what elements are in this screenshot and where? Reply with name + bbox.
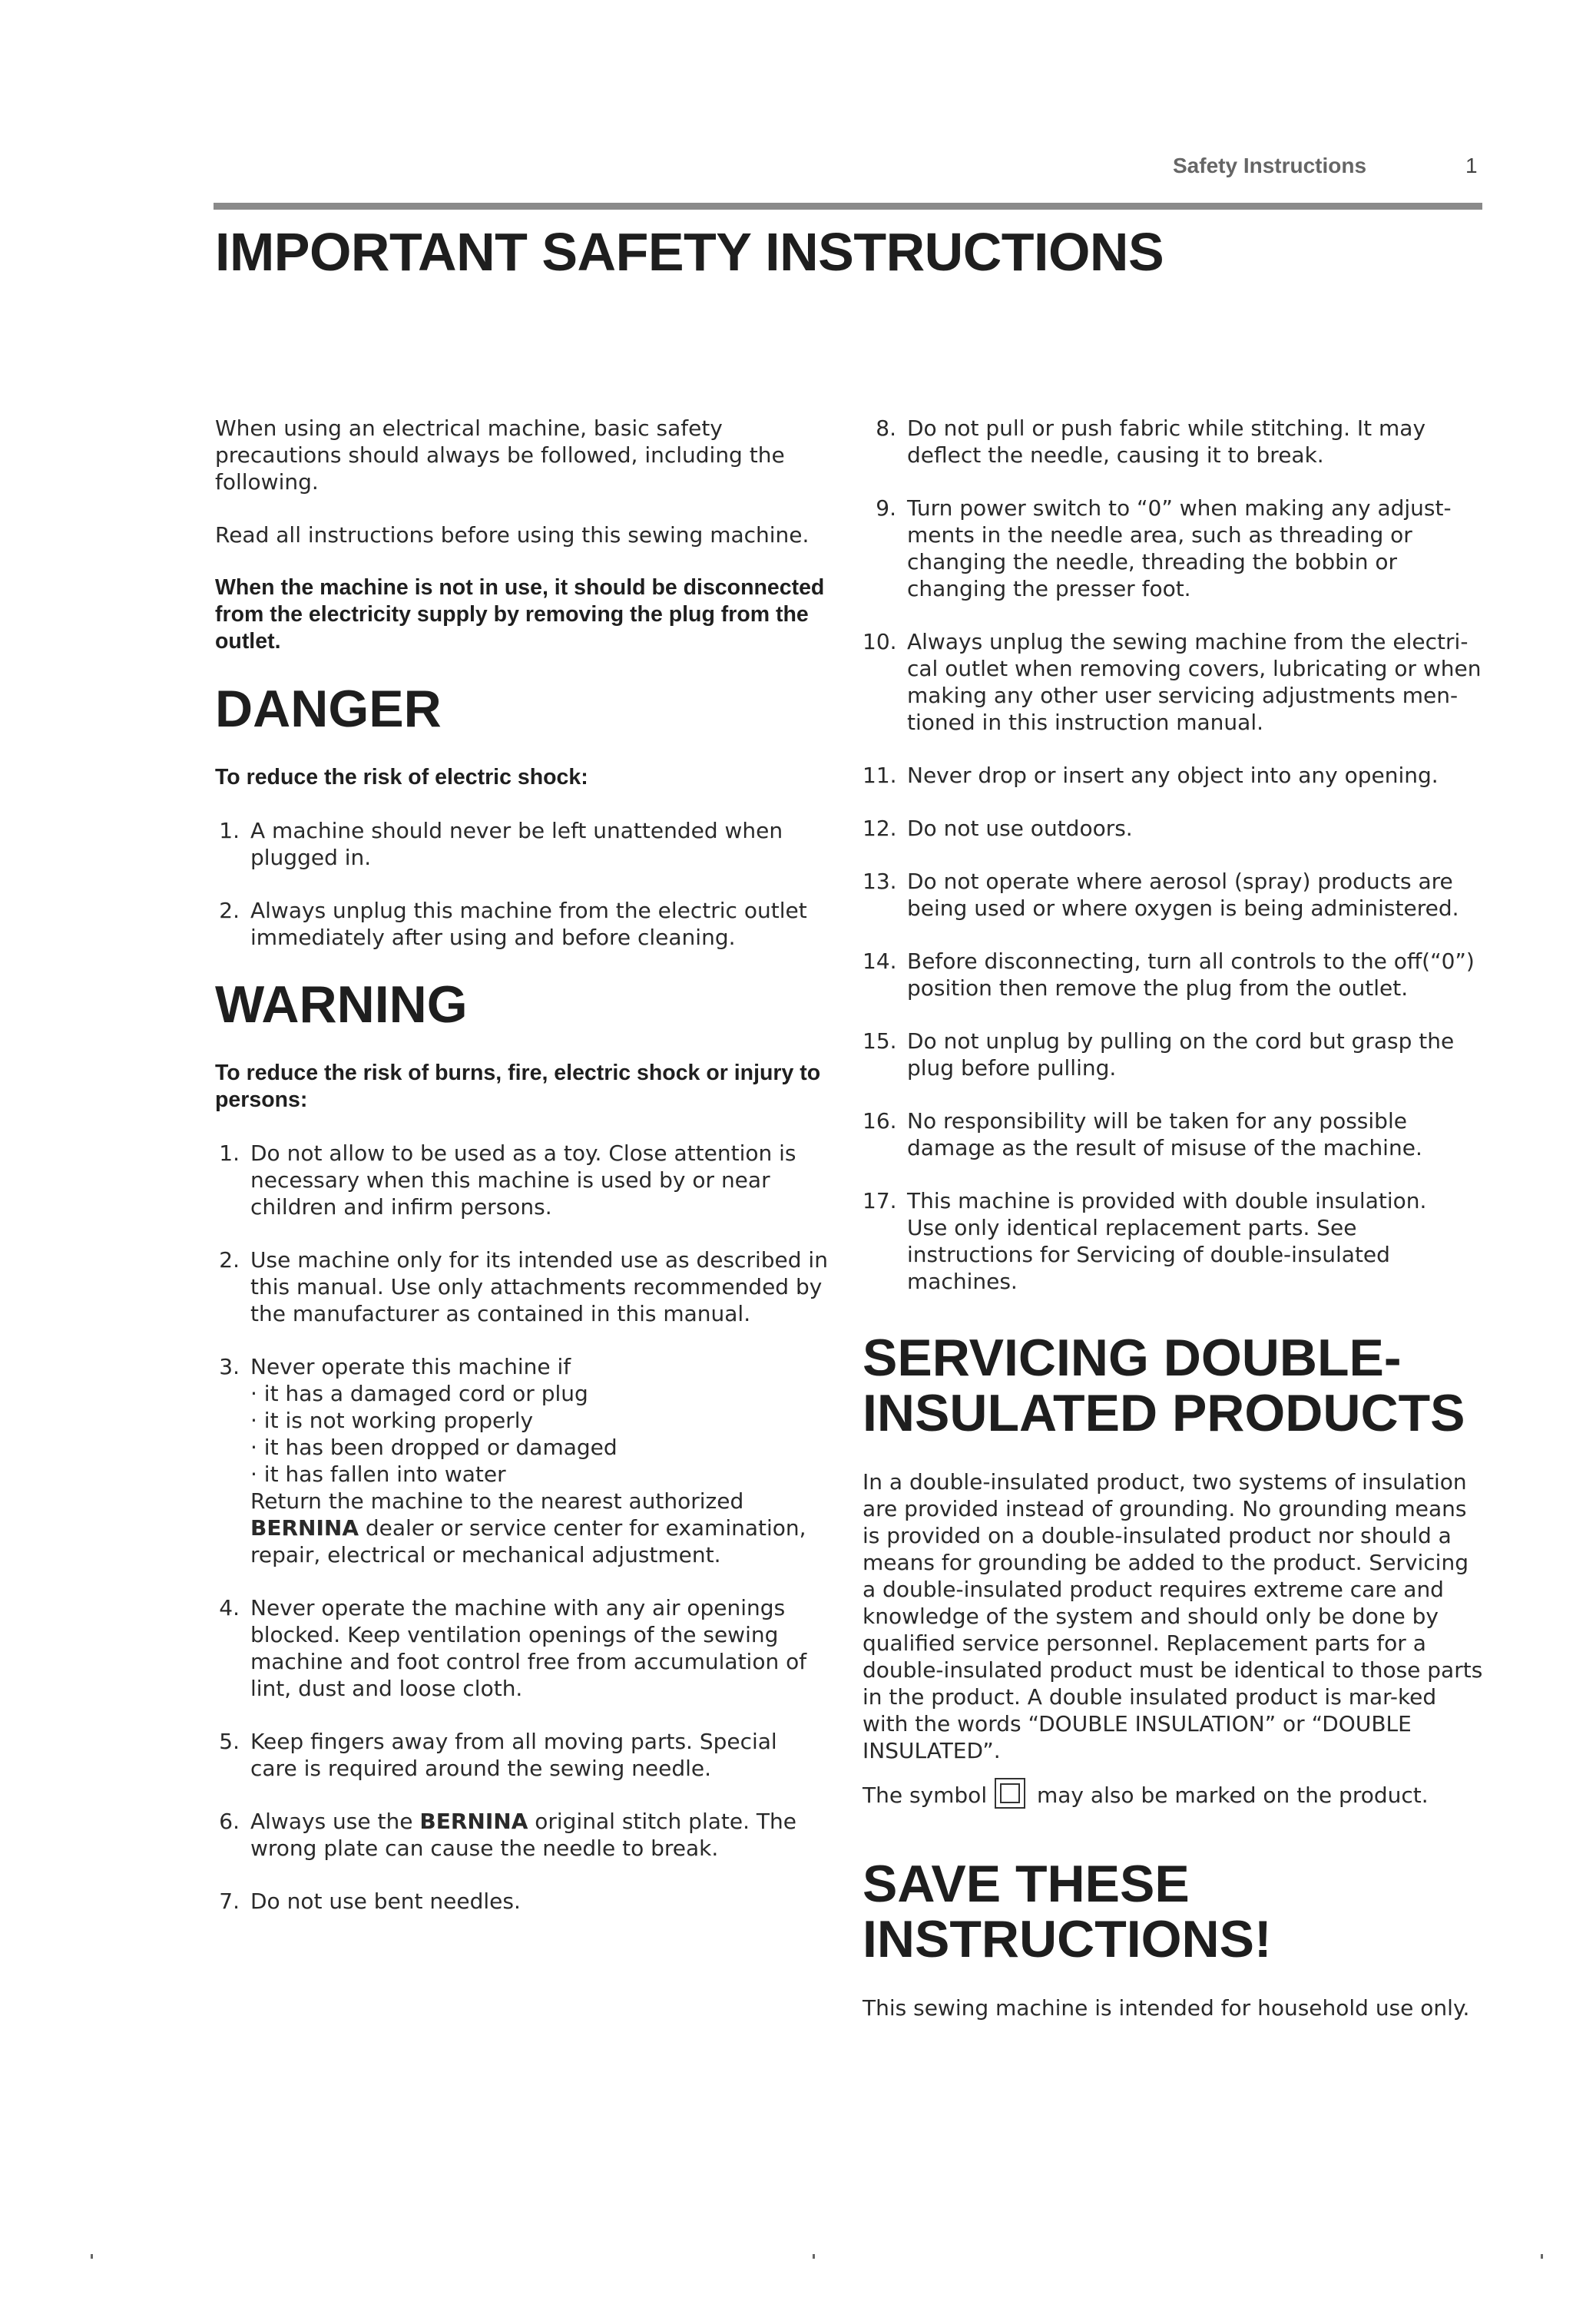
item-text: Always unplug this machine from the electric outlet immediately after using and before cleaning. [250, 898, 807, 950]
save-heading-line: INSTRUCTIONS! [863, 1910, 1272, 1968]
list-item [863, 1187, 1485, 1295]
item-number: 1. [219, 1140, 240, 1166]
servicing-heading [863, 1330, 1485, 1441]
crop-mark [1541, 2254, 1543, 2259]
item-text [907, 1187, 1485, 1295]
save-heading-line: SAVE THESE [863, 1855, 1190, 1913]
double-square-icon [995, 1778, 1025, 1809]
item-number: 1. [219, 818, 240, 843]
servicing-heading-line: INSULATED PRODUCTS [863, 1384, 1465, 1442]
return-line: Return the machine to the nearest authorized [250, 1488, 744, 1514]
intro-paragraph: When using an electrical machine, basic safety precautions should always be followed, including the following. [215, 415, 785, 495]
running-header-section: Safety Instructions [1173, 154, 1367, 177]
item-text: A machine should never be left unattended when plugged in. [250, 818, 783, 870]
brand-name: BERNINA [419, 1809, 528, 1834]
list-item [215, 1353, 829, 1568]
item-number: 8. [876, 415, 896, 441]
list-item [215, 1728, 829, 1782]
item-number: 14. [863, 948, 897, 974]
list-item [215, 1594, 829, 1702]
warning-list [215, 1140, 829, 1915]
brand-name: BERNINA [250, 1515, 359, 1541]
header-rule [214, 203, 1482, 210]
item-number: 9. [876, 495, 896, 521]
item-number: 11. [863, 763, 897, 788]
item-number: 3. [219, 1354, 240, 1379]
danger-heading: DANGER [215, 680, 442, 738]
list-item [863, 1028, 1485, 1081]
save-heading [863, 1856, 1485, 1967]
item-text: Do not pull or push fabric while stitching. It may deflect the needle, causing it to break. [907, 415, 1426, 468]
item-text: No responsibility will be taken for any possible damage as the result of misuse of the machine. [907, 1108, 1422, 1160]
list-item [863, 948, 1485, 1001]
item-text: Do not use bent needles. [250, 1889, 521, 1914]
return-detail-text: dealer or service center for examination, repair, electrical or mechanical adjustment. [250, 1515, 806, 1567]
item-number: 12. [863, 816, 897, 841]
symbol-note [863, 1781, 1485, 1812]
item-text: Do not unplug by pulling on the cord but grasp the plug before pulling. [907, 1028, 1455, 1081]
page-title: IMPORTANT SAFETY INSTRUCTIONS [215, 222, 1164, 282]
item-text: Never drop or insert any object into any opening. [907, 763, 1439, 788]
item-text [250, 1808, 829, 1862]
item-number: 4. [219, 1595, 240, 1620]
item-text [250, 1353, 829, 1568]
item-number: 15. [863, 1028, 897, 1054]
list-item [863, 628, 1485, 736]
danger-lead: To reduce the risk of electric shock: [215, 765, 588, 790]
item-line: This machine is provided with double insulation. [907, 1188, 1427, 1213]
list-item [215, 1888, 829, 1915]
item-text: Do not allow to be used as a toy. Close attention is necessary when this machine is used by or near children and infirm persons. [250, 1140, 796, 1220]
list-item [863, 1107, 1485, 1161]
danger-list [215, 817, 829, 951]
servicing-body: In a double-insulated product, two systems of insulation are provided instead of grounding. No grounding means is provided on a double-insulated product nor should a means for grounding be added to the product. Servicing a double-insulated product requires extreme care and knowledge of the system and should only be done by qualified service personnel. Replacement parts for a double-insulated product must be identical to those parts in the product. A double insulated product is mar-ked with the words “DOUBLE INSULATION” or “DOUBLE INSULATED”. [863, 1469, 1483, 1763]
list-item [863, 868, 1485, 922]
item-intro: Never operate this machine if [250, 1354, 571, 1379]
return-detail [250, 1514, 829, 1568]
item-number: 2. [219, 898, 240, 923]
item-text: Keep fingers away from all moving parts. Special care is required around the sewing needle. [250, 1729, 777, 1781]
item-text: Use machine only for its intended use as described in this manual. Use only attachments recommended by the manufacturer as contained in this manual. [250, 1247, 828, 1326]
condition-bullet: · it has fallen into water [250, 1462, 506, 1487]
item-text-pre: Always use the [250, 1809, 420, 1834]
servicing-heading-line: SERVICING DOUBLE- [863, 1329, 1402, 1387]
item-number: 2. [219, 1247, 240, 1273]
list-item [863, 415, 1485, 468]
symbol-note-pre: The symbol [863, 1783, 988, 1808]
item-number: 16. [863, 1108, 897, 1134]
item-line: Use only identical replacement parts. See instructions for Servicing of double-insulated machines. [907, 1215, 1390, 1294]
item-text: Do not operate where aerosol (spray) products are being used or where oxygen is being administered. [907, 869, 1459, 921]
warning-lead: To reduce the risk of burns, fire, electric shock or injury to persons: [215, 1061, 821, 1112]
condition-bullet: · it is not working properly [250, 1408, 534, 1433]
left-column [215, 415, 829, 1941]
list-item [215, 1808, 829, 1862]
page-number: 1 [1465, 154, 1478, 177]
symbol-note-post: may also be marked on the product. [1037, 1783, 1429, 1808]
household-note: This sewing machine is intended for household use only. [863, 1995, 1470, 2021]
condition-bullet: · it has been dropped or damaged [250, 1435, 618, 1460]
item-number: 17. [863, 1188, 897, 1213]
item-text: Turn power switch to “0” when making any adjust-ments in the needle area, such as threading or changing the needle, threading the bobbin or changing the presser foot. [907, 495, 1452, 601]
crop-mark [91, 2254, 93, 2259]
list-item [215, 1246, 829, 1327]
continued-list [863, 415, 1485, 1295]
item-text: Never operate the machine with any air openings blocked. Keep ventilation openings of the sewing machine and foot control free from accumulation of lint, dust and loose cloth. [250, 1595, 807, 1701]
item-text: Always unplug the sewing machine from the electri-cal outlet when removing covers, lubricating or when making any other user servicing adjustments men-tioned in this instruction manual. [907, 629, 1482, 735]
item-text-post: original stitch plate. The wrong plate can cause the needle to break. [250, 1809, 796, 1861]
list-item [215, 897, 829, 951]
list-item [863, 495, 1485, 602]
list-item [215, 1140, 829, 1220]
disconnect-notice: When the machine is not in use, it should be disconnected from the electricity supply by removing the plug from the outlet. [215, 575, 825, 654]
item-number: 10. [863, 629, 897, 654]
right-column [863, 415, 1485, 2047]
item-text: Before disconnecting, turn all controls to the off(“0”) position then remove the plug from the outlet. [907, 948, 1475, 1001]
list-item [863, 762, 1485, 789]
list-item [215, 817, 829, 871]
read-all-paragraph: Read all instructions before using this sewing machine. [215, 522, 810, 548]
item-number: 6. [219, 1809, 240, 1834]
item-text: Do not use outdoors. [907, 816, 1133, 841]
crop-mark [813, 2254, 815, 2259]
item-number: 5. [219, 1729, 240, 1754]
warning-heading: WARNING [215, 975, 468, 1034]
item-number: 13. [863, 869, 897, 894]
list-item [863, 815, 1485, 842]
item-number: 7. [219, 1889, 240, 1914]
condition-bullet: · it has a damaged cord or plug [250, 1381, 588, 1406]
